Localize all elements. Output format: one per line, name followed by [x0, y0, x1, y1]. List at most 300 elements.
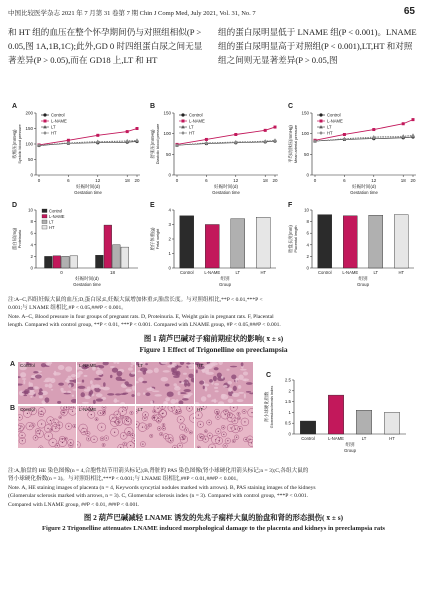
x-tick-label: 20: [134, 178, 140, 183]
y-tick-label: 2.5: [284, 377, 291, 383]
tissue-cell: [57, 401, 61, 404]
y-tick-label: 0: [306, 172, 309, 178]
tissue-cell: [78, 386, 86, 389]
nucleus: [239, 418, 240, 419]
tissue-cell: [110, 375, 113, 378]
tissue-cell: [175, 386, 179, 388]
tissue-cell: [215, 390, 219, 392]
tissue-cell: [213, 376, 217, 382]
nucleus: [216, 411, 217, 412]
tissue-cell: [183, 373, 187, 375]
nucleus: [131, 412, 132, 413]
nucleus: [62, 412, 63, 413]
nucleus: [225, 414, 226, 415]
tile-label: LT: [138, 407, 144, 412]
data-point: [96, 134, 99, 137]
data-point: [343, 133, 346, 136]
nucleus: [21, 435, 22, 436]
panel-label: F: [288, 202, 293, 209]
tissue-cell: [231, 375, 236, 380]
legend-label: L-NAME: [49, 213, 65, 219]
bar: [70, 256, 78, 268]
x-tick-label: L-NAME: [328, 436, 344, 441]
x-axis-label: Gestation time: [73, 282, 101, 287]
x-tick-label: Control: [180, 270, 194, 275]
y-tick-label: 100: [163, 131, 171, 137]
nucleus: [66, 407, 67, 408]
data-point: [319, 131, 323, 135]
panel-label: B: [150, 103, 156, 110]
tissue-cell: [179, 381, 181, 383]
nucleus: [201, 436, 202, 437]
x-tick-label: HT: [398, 270, 405, 275]
tissue-cell: [230, 366, 237, 368]
nucleus: [117, 414, 118, 415]
tissue-cell: [244, 379, 246, 381]
nucleus: [180, 419, 181, 420]
tissue-cell: [68, 384, 71, 388]
legend-label: HT: [327, 130, 333, 136]
nucleus: [122, 411, 123, 412]
nucleus: [84, 431, 85, 432]
y-tick-label: 4: [30, 242, 33, 248]
legend-label: LT: [49, 219, 54, 225]
tissue-cell: [128, 367, 133, 370]
y-tick-label: 100: [301, 131, 309, 137]
nucleus: [245, 439, 246, 440]
caption-line: 注:A~C,四组妊娠大鼠的血压;D,蛋白尿;E,妊娠大鼠增加体重;F,胎盘长度。与对照组相比,**P < 0.01,***P <: [8, 297, 263, 303]
bar: [300, 421, 315, 434]
data-point: [264, 129, 267, 132]
nucleus: [239, 428, 240, 429]
y-tick-label: 0: [288, 431, 291, 437]
nucleus: [132, 435, 133, 436]
nucleus: [209, 435, 210, 436]
tissue-cell: [48, 362, 51, 366]
nucleus: [60, 417, 61, 418]
nucleus: [118, 422, 119, 423]
x-tick-label: HT: [389, 436, 395, 441]
he-image-control: [18, 362, 76, 404]
nucleus: [120, 447, 121, 448]
x-tick-label: 0: [175, 178, 179, 183]
legend-swatch: [42, 220, 47, 224]
nucleus: [68, 426, 69, 427]
fig1-caption: [8, 296, 418, 330]
bar: [121, 247, 129, 268]
tissue-cell: [39, 395, 43, 398]
tissue-cell: [145, 363, 148, 365]
data-point: [412, 118, 415, 121]
body-paragraph-left: 和 HT 组的血压在整个怀孕期间仍与对照组相似(P > 0.05,图 1A,1B,1C);此外,GD 0 时四组蛋白尿之间无显著差异(P > 0.05),而在 GD18 上,LT 和 HT: [8, 27, 203, 65]
x-tick-label: LT: [235, 270, 241, 275]
nucleus: [182, 426, 183, 427]
tissue-cell: [96, 393, 103, 397]
bar: [96, 255, 104, 268]
nucleus: [198, 414, 199, 415]
tissue-cell: [48, 383, 52, 388]
y-tick-label: 0: [168, 265, 171, 271]
fig1-panel-f: [286, 202, 421, 292]
tissue-cell: [137, 392, 140, 396]
y-axis-label: Mean arterial pressure: [294, 125, 298, 163]
nucleus: [186, 429, 187, 430]
data-point: [136, 127, 139, 130]
nucleus: [162, 413, 163, 414]
caption-line: length. Compared with control group, **P < 0.01, ***P < 0.001. Compared with LNAME group, #P < 0.05,###P < 0.001.: [8, 322, 281, 329]
nucleus: [74, 425, 75, 426]
nucleus: [124, 443, 125, 444]
tissue-cell: [138, 377, 143, 382]
nucleus: [101, 426, 102, 427]
he-image-lt: [136, 362, 194, 404]
bar: [394, 215, 408, 268]
nucleus: [22, 440, 23, 441]
nucleus: [218, 440, 219, 441]
nucleus: [205, 439, 206, 440]
nucleus: [104, 411, 105, 412]
nucleus: [200, 437, 201, 438]
tissue-cell: [124, 381, 129, 385]
x-axis-label: 组别: [220, 276, 230, 281]
tissue-cell: [173, 375, 179, 378]
tissue-cell: [176, 399, 179, 402]
y-axis-label: Systolic blood pressure: [18, 124, 22, 164]
bar-chart-placental-length: [286, 202, 421, 292]
nucleus: [231, 417, 232, 418]
y-tick-label: 2: [30, 253, 33, 259]
y-tick-label: 2: [168, 236, 171, 242]
tissue-cell: [145, 392, 150, 396]
caption-line: Note. A, HE staining images of placenta (n = 4, Keywords syncytial nodules marked with arrows). B, PAS staining images of the kidneys: [8, 484, 316, 491]
nucleus: [225, 411, 226, 412]
nucleus: [20, 426, 21, 427]
nucleus: [190, 432, 191, 433]
tissue-cell: [125, 388, 131, 391]
x-tick-label: 18: [400, 178, 406, 183]
tissue-cell: [241, 362, 244, 366]
nucleus: [41, 410, 42, 411]
tissue-cell: [201, 396, 207, 401]
tissue-cell: [206, 372, 213, 375]
y-axis-label: Diastolic blood pressure: [156, 123, 160, 165]
legend-label: HT: [189, 130, 195, 136]
nucleus: [41, 423, 42, 424]
y-tick-label: 1.5: [284, 399, 291, 405]
tissue-cell: [115, 393, 121, 395]
nucleus: [171, 407, 172, 408]
x-axis-label: 妊娠时间(d): [75, 276, 99, 281]
x-tick-label: LT: [373, 270, 379, 275]
legend-label: Control: [51, 112, 65, 118]
tissue-cell: [238, 375, 243, 380]
legend-label: LT: [189, 124, 194, 130]
data-point: [372, 128, 375, 131]
y-tick-label: 6: [306, 230, 309, 236]
tissue-cell: [203, 386, 205, 390]
nucleus: [35, 437, 36, 438]
y-tick-label: 0: [30, 172, 33, 178]
line-chart-diastolic: [148, 103, 283, 198]
nucleus: [37, 430, 38, 431]
panel-label: E: [150, 202, 155, 209]
data-point: [402, 122, 405, 125]
legend-label: Control: [327, 112, 341, 118]
y-tick-label: 4: [306, 242, 309, 248]
nucleus: [142, 444, 143, 445]
tissue-cell: [65, 366, 72, 372]
tissue-cell: [227, 381, 232, 385]
y-axis-label: Placental length: [294, 225, 298, 253]
nucleus: [125, 407, 126, 408]
tissue-cell: [33, 386, 39, 389]
tissue-cell: [161, 377, 169, 382]
tissue-cell: [99, 387, 104, 389]
x-axis-label: Gestation time: [350, 190, 378, 195]
bar: [104, 225, 112, 268]
x-tick-label: Control: [318, 270, 332, 275]
tissue-cell: [130, 365, 132, 367]
nucleus: [47, 428, 48, 429]
tissue-cell: [113, 400, 120, 402]
x-tick-label: LT: [361, 436, 367, 441]
y-tick-label: 0: [306, 265, 309, 271]
data-point: [234, 133, 237, 136]
bar: [256, 217, 270, 268]
panel-label: D: [12, 202, 18, 209]
x-axis-label: 妊娠时间(d): [352, 184, 376, 189]
tissue-cell: [33, 371, 38, 373]
he-image-lname: [77, 362, 135, 404]
nucleus: [29, 426, 30, 427]
y-tick-label: 1: [288, 409, 291, 415]
data-point: [182, 120, 185, 123]
tissue-cell: [209, 379, 213, 382]
nucleus: [27, 413, 28, 414]
nucleus: [50, 420, 51, 421]
y-tick-label: 4: [168, 207, 171, 213]
tile-label: L-NAME: [79, 407, 97, 412]
nucleus: [217, 412, 218, 413]
y-axis-label: Fetal weight: [156, 228, 160, 250]
y-tick-label: 50: [303, 151, 309, 157]
x-tick-label: 18: [109, 270, 116, 275]
nucleus: [244, 421, 245, 422]
tissue-cell: [94, 378, 101, 380]
nucleus: [209, 422, 210, 423]
tissue-cell: [152, 390, 159, 392]
bar: [369, 215, 383, 268]
data-point: [320, 120, 323, 123]
y-tick-label: 2: [306, 253, 309, 259]
tissue-cell: [98, 365, 104, 368]
nucleus: [170, 440, 171, 441]
tissue-cell: [51, 389, 54, 391]
tissue-cell: [202, 369, 205, 373]
tissue-cell: [84, 375, 88, 377]
x-tick-label: HT: [260, 270, 267, 275]
tissue-cell: [38, 392, 43, 395]
nucleus: [223, 427, 224, 428]
bar: [328, 395, 343, 434]
nucleus: [55, 428, 56, 429]
tissue-cell: [238, 385, 242, 389]
tissue-cell: [116, 376, 122, 380]
nucleus: [163, 424, 164, 425]
tissue-cell: [90, 380, 93, 384]
tissue-cell: [82, 402, 89, 404]
caption-line: Compared with LNAME group, ##P < 0.01, ###P < 0.001.: [8, 501, 140, 508]
tissue-cell: [96, 398, 103, 401]
nucleus: [106, 437, 107, 438]
y-tick-label: 150: [25, 126, 33, 131]
y-axis-label: 舒张压(mmHg): [150, 129, 155, 159]
tissue-cell: [87, 386, 91, 389]
x-tick-label: 6: [205, 178, 208, 183]
caption-line: (Glomerular sclerosis marked with arrows, n = 3). C, Glomerular sclerosis index (n = 3). Compared with control group, ***P < 0.001.: [8, 493, 309, 500]
x-tick-label: 0: [60, 270, 63, 275]
pas-image-control: [18, 406, 76, 448]
pas-texture: [136, 406, 194, 448]
nucleus: [154, 417, 155, 418]
y-tick-label: 0.5: [284, 420, 291, 426]
tissue-cell: [30, 396, 32, 398]
nucleus: [142, 427, 143, 428]
x-axis-label: 妊娠时间(d): [76, 184, 100, 189]
y-tick-label: 0: [30, 265, 33, 271]
x-tick-label: 18: [262, 178, 268, 183]
y-axis-label: 肾小球硬化指数: [264, 391, 269, 423]
tissue-cell: [228, 387, 232, 391]
tissue-cell: [110, 366, 115, 368]
legend-label: Control: [49, 208, 63, 214]
x-tick-label: L-NAME: [204, 270, 221, 275]
x-axis-label: 组别: [358, 276, 368, 281]
legend-label: L-NAME: [51, 118, 67, 124]
line-chart-systolic: [10, 103, 145, 198]
tissue-cell: [96, 370, 104, 375]
y-tick-label: 10: [28, 207, 33, 213]
bar: [343, 216, 357, 268]
tissue-cell: [184, 389, 191, 392]
nucleus: [179, 445, 180, 446]
pas-texture: [18, 406, 76, 448]
pas-texture: [195, 406, 253, 448]
x-axis-label: 妊娠时间(d): [214, 184, 238, 189]
x-tick-label: 12: [233, 178, 239, 183]
tissue-cell: [29, 381, 31, 386]
nucleus: [62, 442, 63, 443]
nucleus: [103, 444, 104, 445]
data-point: [274, 126, 277, 129]
he-image-ht: [195, 362, 253, 404]
tissue-cell: [140, 367, 148, 371]
y-tick-label: 10: [304, 207, 309, 213]
tissue-cell: [188, 393, 193, 396]
tissue-cell: [31, 378, 35, 380]
tissue-cell: [146, 388, 154, 391]
nucleus: [183, 437, 184, 438]
nucleus: [145, 414, 146, 415]
nucleus: [243, 411, 244, 412]
tissue-cell: [68, 376, 71, 378]
x-tick-label: 6: [343, 178, 346, 183]
legend-label: Control: [189, 112, 203, 118]
x-tick-label: 20: [272, 178, 278, 183]
data-point: [181, 113, 184, 116]
legend-label: L-NAME: [327, 118, 343, 124]
fig1-panel-d: [10, 202, 145, 292]
tissue-cell: [35, 375, 42, 379]
nucleus: [100, 412, 101, 413]
nucleus: [114, 432, 115, 433]
tissue-cell: [233, 386, 237, 391]
nucleus: [217, 417, 218, 418]
tile-label: HT: [197, 407, 204, 412]
bar: [180, 216, 194, 268]
line-chart-map: [286, 103, 421, 198]
fig2-caption: [8, 467, 418, 509]
bar: [205, 225, 219, 269]
nucleus: [112, 417, 113, 418]
tissue-cell: [244, 393, 246, 399]
nucleus: [19, 417, 20, 418]
caption-line: 肾小球硬化指数(n = 3)。与对照组相比,***P < 0.001;与 LNAME 组相比,##P < 0.01,###P < 0.001。: [8, 476, 242, 483]
fig1-title-cn: 图 1 葫芦巴碱对子痫前期症状的影响( x̄ ± s): [143, 334, 284, 343]
x-tick-label: L-NAME: [342, 270, 359, 275]
tissue-cell: [45, 397, 50, 402]
nucleus: [102, 438, 103, 439]
caption-line: 注:A,胎盘的 HE 染色图像(n = 4,合胞性结节用箭头标记);B,肾脏的 PAS 染色图像(肾小球硬化用箭头标记;n = 3);C,各组大鼠的: [8, 468, 309, 474]
nucleus: [176, 412, 177, 413]
bar: [231, 219, 245, 268]
tissue-cell: [172, 372, 179, 376]
tissue-cell: [223, 385, 227, 388]
data-point: [205, 138, 208, 141]
nucleus: [218, 431, 219, 432]
tissue-cell: [238, 392, 244, 394]
y-axis-label: Glomerulosclerosis index: [270, 385, 274, 429]
tissue-cell: [226, 369, 229, 371]
legend-label: HT: [49, 224, 55, 230]
data-point: [43, 131, 47, 135]
tissue-cell: [60, 388, 63, 391]
x-axis-label: Gestation time: [74, 190, 102, 195]
tissue-background: [77, 406, 135, 448]
y-axis-label: 平均动脉压(mmHg): [288, 125, 293, 163]
y-tick-label: 1: [168, 251, 171, 256]
tissue-cell: [72, 394, 75, 396]
legend-swatch: [42, 209, 47, 213]
y-tick-label: 6: [30, 230, 33, 236]
tissue-cell: [54, 371, 56, 376]
tissue-cell: [196, 369, 198, 373]
nucleus: [157, 408, 158, 409]
tile-label: L-NAME: [79, 363, 97, 368]
nucleus: [51, 429, 52, 430]
y-tick-label: 150: [301, 110, 309, 116]
tissue-cell: [150, 401, 153, 404]
tissue-cell: [93, 400, 96, 404]
nucleus: [72, 411, 73, 412]
nucleus: [88, 438, 89, 439]
nucleus: [153, 417, 154, 418]
bar: [62, 256, 70, 268]
x-tick-label: 12: [95, 178, 101, 183]
legend-label: L-NAME: [189, 118, 205, 124]
bar-chart-proteinuria: [10, 202, 145, 292]
tissue-cell: [22, 378, 26, 380]
